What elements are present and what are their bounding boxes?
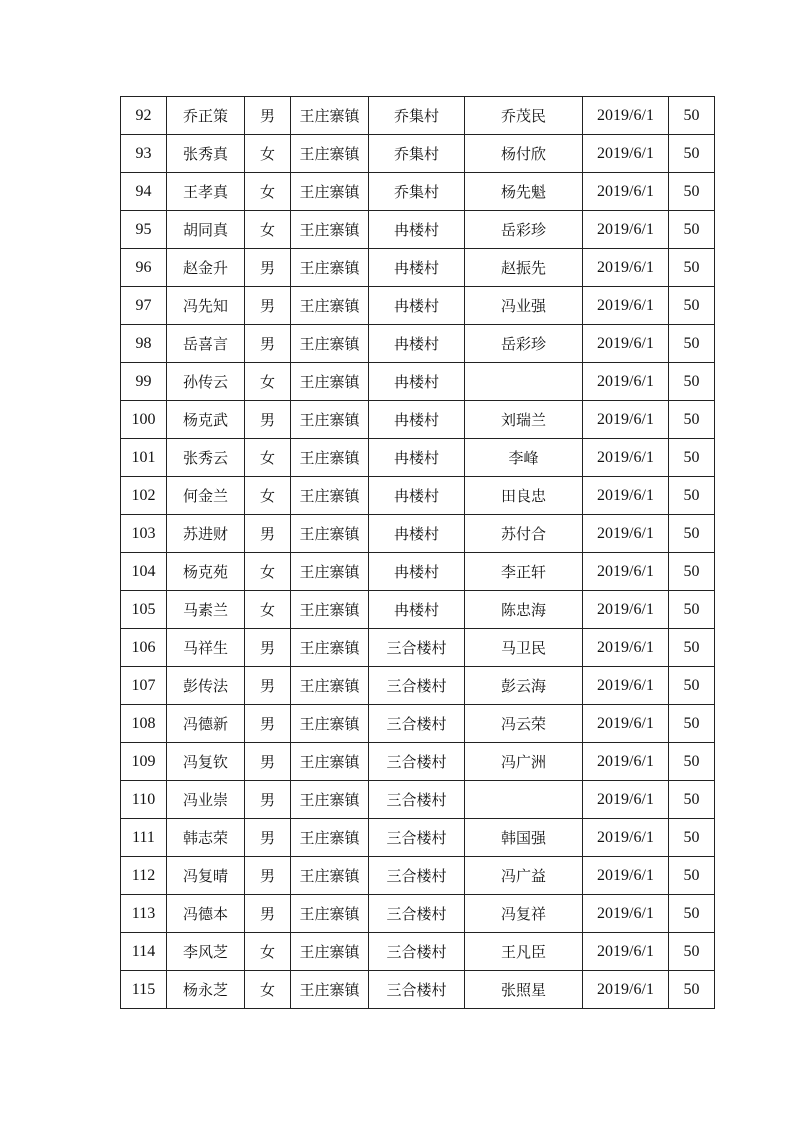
cell-gender: 男: [245, 895, 291, 933]
cell-amount: 50: [669, 667, 715, 705]
table-row: [121, 743, 715, 781]
cell-name: 孙传云: [167, 363, 245, 401]
cell-town: 王庄寨镇: [291, 249, 369, 287]
cell-gender: 女: [245, 363, 291, 401]
cell-date: 2019/6/1: [583, 591, 669, 629]
cell-date: 2019/6/1: [583, 97, 669, 135]
cell-amount: 50: [669, 287, 715, 325]
table-row: [121, 363, 715, 401]
cell-town: 王庄寨镇: [291, 895, 369, 933]
cell-name: 冯业崇: [167, 781, 245, 819]
cell-contact: 岳彩珍: [465, 325, 583, 363]
cell-amount: 50: [669, 591, 715, 629]
cell-index: 101: [121, 439, 167, 477]
cell-town: 王庄寨镇: [291, 401, 369, 439]
cell-amount: 50: [669, 363, 715, 401]
cell-village: 三合楼村: [369, 819, 465, 857]
table-row: [121, 287, 715, 325]
cell-gender: 男: [245, 401, 291, 439]
cell-village: 三合楼村: [369, 933, 465, 971]
cell-index: 99: [121, 363, 167, 401]
cell-gender: 男: [245, 667, 291, 705]
cell-index: 112: [121, 857, 167, 895]
cell-name: 何金兰: [167, 477, 245, 515]
table-row: [121, 705, 715, 743]
table-row: [121, 667, 715, 705]
table-row: [121, 819, 715, 857]
cell-town: 王庄寨镇: [291, 325, 369, 363]
cell-village: 三合楼村: [369, 895, 465, 933]
cell-town: 王庄寨镇: [291, 97, 369, 135]
cell-village: 乔集村: [369, 97, 465, 135]
cell-index: 113: [121, 895, 167, 933]
cell-town: 王庄寨镇: [291, 819, 369, 857]
cell-index: 114: [121, 933, 167, 971]
table-row: [121, 591, 715, 629]
cell-date: 2019/6/1: [583, 553, 669, 591]
cell-date: 2019/6/1: [583, 135, 669, 173]
table-row: [121, 249, 715, 287]
cell-name: 彭传法: [167, 667, 245, 705]
cell-name: 马素兰: [167, 591, 245, 629]
cell-name: 冯复钦: [167, 743, 245, 781]
table-row: [121, 629, 715, 667]
cell-gender: 男: [245, 857, 291, 895]
cell-name: 冯先知: [167, 287, 245, 325]
cell-name: 冯复晴: [167, 857, 245, 895]
cell-name: 张秀真: [167, 135, 245, 173]
cell-village: 三合楼村: [369, 667, 465, 705]
cell-amount: 50: [669, 401, 715, 439]
cell-amount: 50: [669, 97, 715, 135]
cell-amount: 50: [669, 211, 715, 249]
table-row: [121, 173, 715, 211]
cell-village: 三合楼村: [369, 743, 465, 781]
cell-amount: 50: [669, 477, 715, 515]
cell-index: 102: [121, 477, 167, 515]
cell-amount: 50: [669, 249, 715, 287]
cell-contact: 杨付欣: [465, 135, 583, 173]
cell-contact: 李峰: [465, 439, 583, 477]
cell-village: 三合楼村: [369, 705, 465, 743]
table-row: [121, 439, 715, 477]
cell-date: 2019/6/1: [583, 781, 669, 819]
cell-contact: 李正轩: [465, 553, 583, 591]
cell-village: 冉楼村: [369, 477, 465, 515]
cell-gender: 女: [245, 553, 291, 591]
cell-name: 胡同真: [167, 211, 245, 249]
cell-gender: 男: [245, 97, 291, 135]
cell-amount: 50: [669, 173, 715, 211]
cell-name: 马祥生: [167, 629, 245, 667]
cell-contact: 岳彩珍: [465, 211, 583, 249]
cell-name: 杨永芝: [167, 971, 245, 1009]
cell-gender: 男: [245, 249, 291, 287]
cell-gender: 男: [245, 287, 291, 325]
table-row: [121, 515, 715, 553]
cell-village: 三合楼村: [369, 857, 465, 895]
cell-village: 乔集村: [369, 135, 465, 173]
cell-contact: 冯广益: [465, 857, 583, 895]
cell-index: 115: [121, 971, 167, 1009]
cell-amount: 50: [669, 439, 715, 477]
cell-town: 王庄寨镇: [291, 553, 369, 591]
cell-amount: 50: [669, 135, 715, 173]
cell-amount: 50: [669, 971, 715, 1009]
cell-date: 2019/6/1: [583, 401, 669, 439]
cell-date: 2019/6/1: [583, 515, 669, 553]
cell-town: 王庄寨镇: [291, 971, 369, 1009]
table-row: [121, 477, 715, 515]
cell-town: 王庄寨镇: [291, 667, 369, 705]
cell-date: 2019/6/1: [583, 743, 669, 781]
table-row: [121, 895, 715, 933]
cell-amount: 50: [669, 933, 715, 971]
cell-town: 王庄寨镇: [291, 743, 369, 781]
cell-gender: 女: [245, 135, 291, 173]
table-row: [121, 97, 715, 135]
cell-date: 2019/6/1: [583, 287, 669, 325]
cell-contact: 乔茂民: [465, 97, 583, 135]
cell-date: 2019/6/1: [583, 439, 669, 477]
cell-contact: 苏付合: [465, 515, 583, 553]
cell-village: 冉楼村: [369, 325, 465, 363]
cell-village: 冉楼村: [369, 591, 465, 629]
cell-town: 王庄寨镇: [291, 933, 369, 971]
cell-amount: 50: [669, 857, 715, 895]
cell-contact: [465, 781, 583, 819]
cell-contact: 冯云荣: [465, 705, 583, 743]
cell-amount: 50: [669, 781, 715, 819]
cell-gender: 男: [245, 743, 291, 781]
table-row: [121, 933, 715, 971]
roster-table: [120, 96, 715, 1009]
cell-name: 韩志荣: [167, 819, 245, 857]
cell-index: 109: [121, 743, 167, 781]
cell-town: 王庄寨镇: [291, 705, 369, 743]
cell-village: 三合楼村: [369, 781, 465, 819]
cell-contact: 冯广洲: [465, 743, 583, 781]
cell-contact: 刘瑞兰: [465, 401, 583, 439]
cell-amount: 50: [669, 629, 715, 667]
cell-town: 王庄寨镇: [291, 629, 369, 667]
cell-name: 李风芝: [167, 933, 245, 971]
table-row: [121, 781, 715, 819]
cell-date: 2019/6/1: [583, 363, 669, 401]
cell-index: 98: [121, 325, 167, 363]
cell-village: 冉楼村: [369, 287, 465, 325]
cell-index: 96: [121, 249, 167, 287]
table-row: [121, 553, 715, 591]
cell-town: 王庄寨镇: [291, 857, 369, 895]
cell-index: 92: [121, 97, 167, 135]
cell-gender: 女: [245, 477, 291, 515]
cell-gender: 女: [245, 439, 291, 477]
cell-town: 王庄寨镇: [291, 287, 369, 325]
cell-village: 冉楼村: [369, 401, 465, 439]
cell-gender: 女: [245, 971, 291, 1009]
cell-gender: 男: [245, 515, 291, 553]
cell-date: 2019/6/1: [583, 629, 669, 667]
cell-town: 王庄寨镇: [291, 211, 369, 249]
cell-date: 2019/6/1: [583, 705, 669, 743]
cell-village: 乔集村: [369, 173, 465, 211]
cell-index: 107: [121, 667, 167, 705]
cell-name: 王孝真: [167, 173, 245, 211]
cell-date: 2019/6/1: [583, 211, 669, 249]
cell-date: 2019/6/1: [583, 857, 669, 895]
cell-contact: 冯复祥: [465, 895, 583, 933]
cell-name: 乔正策: [167, 97, 245, 135]
cell-town: 王庄寨镇: [291, 363, 369, 401]
cell-index: 110: [121, 781, 167, 819]
cell-date: 2019/6/1: [583, 325, 669, 363]
table-row: [121, 971, 715, 1009]
cell-index: 104: [121, 553, 167, 591]
cell-date: 2019/6/1: [583, 173, 669, 211]
cell-gender: 女: [245, 933, 291, 971]
cell-village: 三合楼村: [369, 629, 465, 667]
cell-index: 95: [121, 211, 167, 249]
cell-index: 103: [121, 515, 167, 553]
cell-name: 岳喜言: [167, 325, 245, 363]
cell-village: 冉楼村: [369, 249, 465, 287]
cell-town: 王庄寨镇: [291, 781, 369, 819]
table-row: [121, 135, 715, 173]
cell-town: 王庄寨镇: [291, 591, 369, 629]
cell-town: 王庄寨镇: [291, 135, 369, 173]
cell-amount: 50: [669, 553, 715, 591]
table-row: [121, 401, 715, 439]
cell-contact: 王凡臣: [465, 933, 583, 971]
cell-contact: 张照星: [465, 971, 583, 1009]
cell-name: 赵金升: [167, 249, 245, 287]
cell-town: 王庄寨镇: [291, 515, 369, 553]
cell-amount: 50: [669, 819, 715, 857]
cell-contact: 马卫民: [465, 629, 583, 667]
cell-contact: 彭云海: [465, 667, 583, 705]
cell-amount: 50: [669, 705, 715, 743]
cell-index: 94: [121, 173, 167, 211]
cell-town: 王庄寨镇: [291, 477, 369, 515]
cell-village: 冉楼村: [369, 439, 465, 477]
cell-index: 111: [121, 819, 167, 857]
cell-gender: 女: [245, 591, 291, 629]
cell-amount: 50: [669, 325, 715, 363]
cell-contact: 陈忠海: [465, 591, 583, 629]
cell-amount: 50: [669, 515, 715, 553]
cell-village: 冉楼村: [369, 515, 465, 553]
cell-gender: 男: [245, 629, 291, 667]
cell-amount: 50: [669, 743, 715, 781]
cell-index: 97: [121, 287, 167, 325]
cell-date: 2019/6/1: [583, 933, 669, 971]
cell-name: 冯德新: [167, 705, 245, 743]
cell-town: 王庄寨镇: [291, 439, 369, 477]
cell-name: 张秀云: [167, 439, 245, 477]
cell-date: 2019/6/1: [583, 819, 669, 857]
cell-gender: 男: [245, 819, 291, 857]
cell-date: 2019/6/1: [583, 249, 669, 287]
cell-index: 93: [121, 135, 167, 173]
cell-village: 冉楼村: [369, 211, 465, 249]
table-row: [121, 857, 715, 895]
cell-name: 苏进财: [167, 515, 245, 553]
cell-index: 105: [121, 591, 167, 629]
cell-village: 三合楼村: [369, 971, 465, 1009]
cell-date: 2019/6/1: [583, 477, 669, 515]
cell-contact: 田良忠: [465, 477, 583, 515]
cell-index: 106: [121, 629, 167, 667]
table-row: [121, 325, 715, 363]
cell-village: 冉楼村: [369, 553, 465, 591]
cell-contact: 杨先魁: [465, 173, 583, 211]
cell-amount: 50: [669, 895, 715, 933]
cell-date: 2019/6/1: [583, 971, 669, 1009]
cell-contact: 赵振先: [465, 249, 583, 287]
cell-index: 100: [121, 401, 167, 439]
cell-name: 冯德本: [167, 895, 245, 933]
cell-gender: 女: [245, 211, 291, 249]
cell-town: 王庄寨镇: [291, 173, 369, 211]
cell-gender: 男: [245, 325, 291, 363]
cell-date: 2019/6/1: [583, 667, 669, 705]
cell-index: 108: [121, 705, 167, 743]
cell-contact: [465, 363, 583, 401]
cell-contact: 韩国强: [465, 819, 583, 857]
cell-name: 杨克武: [167, 401, 245, 439]
cell-gender: 男: [245, 781, 291, 819]
cell-gender: 女: [245, 173, 291, 211]
cell-gender: 男: [245, 705, 291, 743]
table-row: [121, 211, 715, 249]
cell-date: 2019/6/1: [583, 895, 669, 933]
cell-name: 杨克苑: [167, 553, 245, 591]
cell-village: 冉楼村: [369, 363, 465, 401]
cell-contact: 冯业强: [465, 287, 583, 325]
